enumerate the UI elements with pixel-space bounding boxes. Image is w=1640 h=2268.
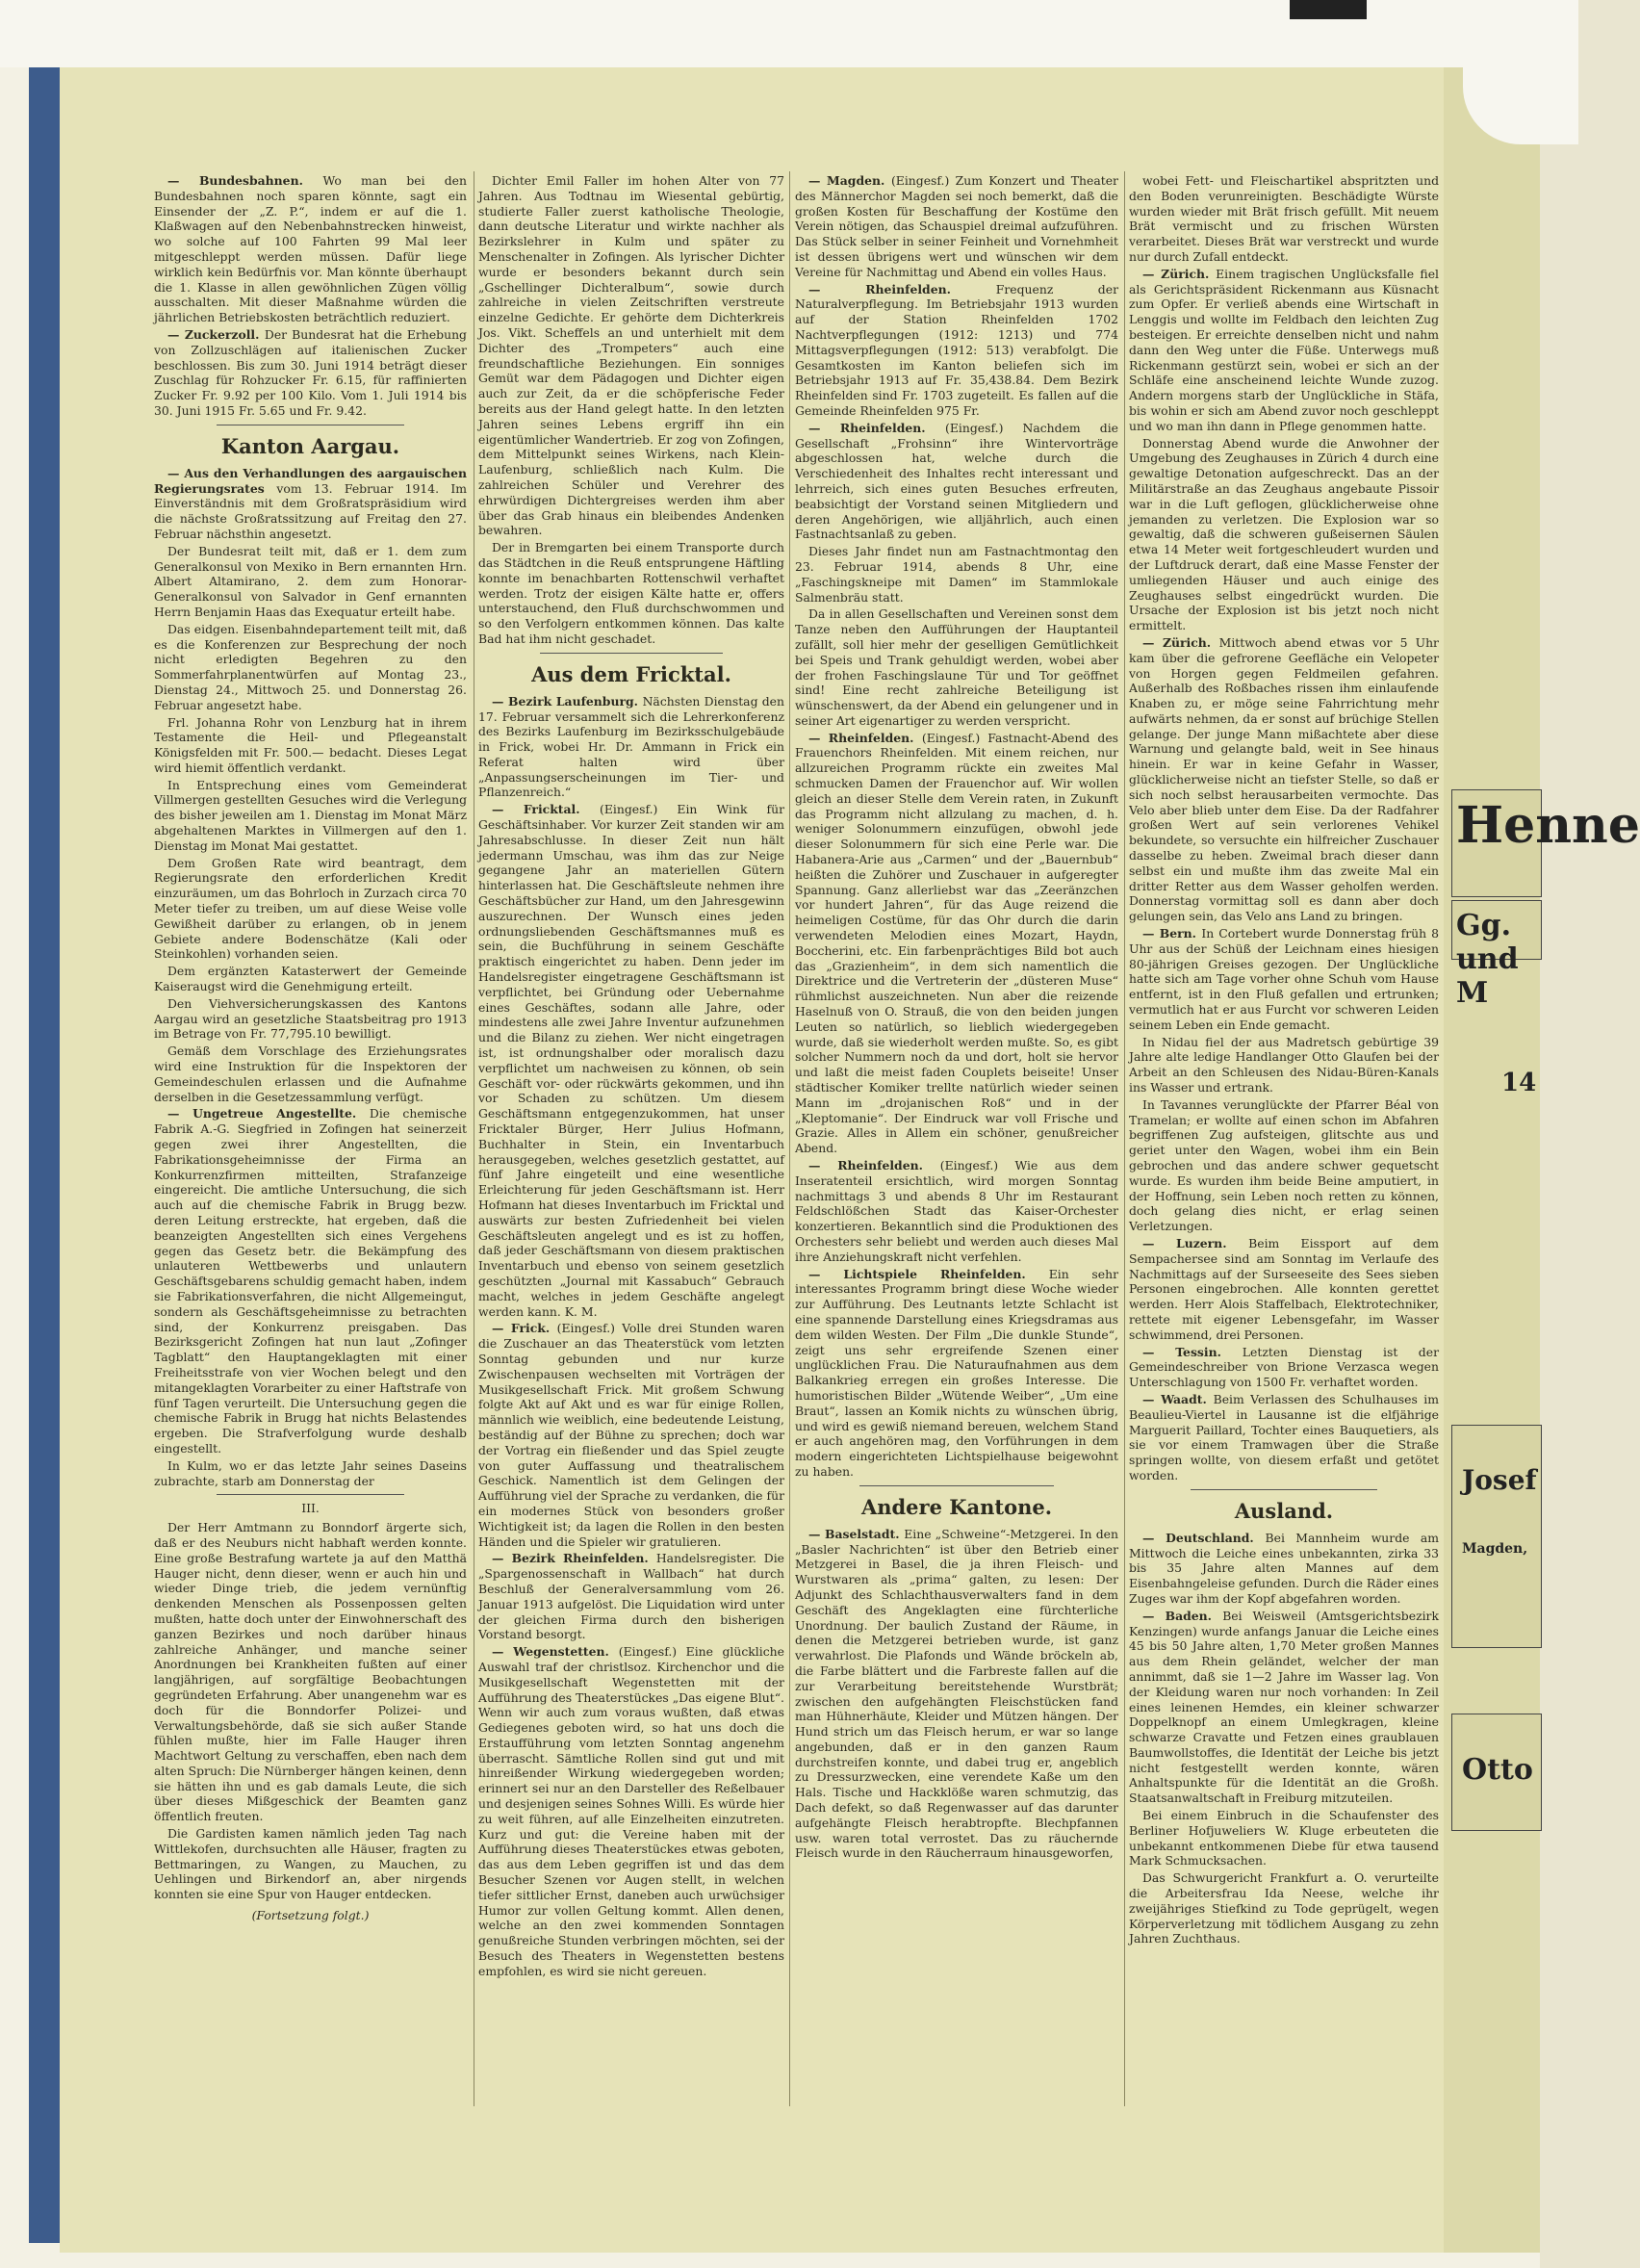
- article-text: Der Herr Amtmann zu Bonndorf ärgerte sich, daß er des Neuburs nicht habhaft werden konnte. Eine große Bestrafung wartete ja auf den Matthä Hauger nicht, denn dieser, wenn er auch hin und wieder Dinge trieb, die jedem vernünftig denkenden Menschen als Possenpossen gelten mußten, hatte doch unter der Einwohnerschaft des ganzen Bezirkes und noch darüber hinaus zahlreiche Anhänger, und manche seiner Anordnungen bei Krankheiten fußten auf einer langjährigen, auf sorgfältige Beobachtungen gegründeten Erfahrung. Aber unangenehm war es doch für die Bonndorfer Polizei- und Verwaltungsbehörde, daß sie sich außer Stande fühlen mußte, hier im Falle Hauger ihren Machtwort Geltung zu verschaffen, eben nach dem alten Spruch: Die Nürnberger hängen keinen, denn sie hätten ihn und es gab damals Leute, die sich über dieses Mißgeschick der Beamten ganz öffentlich freuten.: [154, 1520, 467, 1824]
- article-text: Die Gardisten kamen nämlich jeden Tag nach Wittlekofen, durchsuchten alle Häuser, fragten zu Bettmaringen, zu Wangen, zu Mauchen, zu Uehlingen und Birkendorf an, aber nirgends konnten sie eine Spur von Hauger entdecken.: [154, 1826, 467, 1902]
- article-paragraph: [1129, 635, 1439, 924]
- separator: [1191, 1489, 1376, 1490]
- article-heading: — Zürich.: [1142, 634, 1219, 650]
- article-paragraph: [1129, 436, 1439, 633]
- ad-banner: [1451, 789, 1640, 897]
- article-text: Bei Mannheim wurde am Mittwoch die Leiche eines unbekannten, zirka 33 bis 35 Jahre alten Mannes auf dem Eisenbahngeleise gefunden. Durch die Räder eines Zuges war ihm der Kopf abgefahren worden.: [1129, 1530, 1439, 1606]
- ad-box-2-sub: Magden,: [1462, 1541, 1528, 1557]
- article-heading: — Ungetreue Angestellte.: [167, 1106, 370, 1121]
- separator: [540, 653, 724, 654]
- article-text: (Eingesf.) Eine glückliche Auswahl traf der christlsoz. Kirchenchor und die Musikgesellschaft Wegenstetten mit der Aufführung des Theaterstückes „Das eigene Blut“. Wenn wir auch zum voraus wußten, daß etwas Gediegenes geboten wird, so hat uns doch die Erstaufführung vom letzten Sonntag angenehm überrascht. Sämtliche Rollen sind gut und mit hinreißender Wirkung wiedergegeben worden; erinnert sei nur an den Darsteller des Reßelbauer und desjenigen seines Sohnes Willi. Es würde hier zu weit führen, auf alle Einzelheiten einzutreten. Kurz und gut: die Vereine haben mit der Aufführung dieses Theaterstückes etwas geboten, das aus dem Leben gegriffen ist und das dem Besucher Szenen vor Augen stellt, in welchen tiefer sittlicher Ernst, daneben auch urwüchsiger Humor zur vollen Geltung kommt. Allen denen, welche an den zwei kommenden Sonntagen genußreiche Stunden verbringen möchten, sei der Besuch des Theaters in Wegenstetten bestens empfohlen, es wird sie nicht gereuen.: [478, 1644, 784, 1978]
- article-paragraph: [154, 327, 467, 419]
- column-1: [154, 173, 467, 1923]
- article-paragraph: [795, 421, 1118, 542]
- article-paragraph: [795, 606, 1118, 728]
- article-paragraph: [154, 1044, 467, 1104]
- article-text: Bei Weisweil (Amtsgerichtsbezirk Kenzingen) wurde anfangs Januar die Leiche eines 45 bis 50 Jahre alten, 1,70 Meter großen Mannes aus dem Rhein geländet, welcher der man annimmt, daß sie 1—2 Jahre im Wasser lag. Von der Kleidung waren nur noch vorhanden: In Zeil eines leinenen Hemdes, ein kleiner schwarzer Doppelknopf an einem Umlegkragen, kleine schwarze Cravatte und Fetzen eines graublauen Baumwollstoffes, die Identität der Leiche bis jetzt nicht festgestellt werden konnte, wären Anhaltspunkte für die Identität an die Großh. Staatsanwaltschaft in Freiburg mitzuteilen.: [1129, 1608, 1439, 1806]
- article-paragraph: [478, 694, 784, 801]
- feuilleton-chapter: III.: [301, 1501, 320, 1516]
- article-paragraph: [1129, 1808, 1439, 1869]
- article-paragraph: [154, 544, 467, 620]
- article-paragraph: [478, 1321, 784, 1549]
- article-paragraph: [154, 996, 467, 1042]
- column-4: [1129, 173, 1439, 1948]
- article-heading: — Wegenstetten.: [492, 1644, 619, 1660]
- article-heading: — Zürich.: [1142, 266, 1217, 281]
- ad-box-3-title: Otto: [1462, 1753, 1533, 1787]
- article-paragraph: [795, 544, 1118, 605]
- article-text: Der Bundesrat teilt mit, daß er 1. dem zum Generalkonsul von Mexiko in Bern ernannten Hrn. Albert Altamirano, 2. dem zum Honorar-Generalkonsul von Salvador in Genf ernannten Herrn Benjamin Haas das Exequatur erteilt habe.: [154, 543, 467, 619]
- article-heading: — Aus den Verhandlungen des aargauischen Regierungsrates: [154, 465, 467, 496]
- article-text: Dem Großen Rate wird beantragt, dem Regierungsrate den erforderlichen Kredit einzuräumen, um das Bohrloch in Zurzach circa 70 Meter tiefer zu treiben, um auf diese Weise volle Gewißheit darüber zu erlangen, ob in jenem Gebiete andere Bodenschätze (Kali oder Steinkohlen) vorhanden seien.: [154, 855, 467, 962]
- article-heading: — Magden.: [808, 173, 891, 188]
- section-heading: Kanton Aargau.: [220, 433, 400, 458]
- article-text: Ein sehr interessantes Programm bringt diese Woche wieder zur Aufführung. Des Leutnants letzte Schlacht ist eine spannende Darstellung eines Kriegsdramas aus dem wilden Westen. Der Film „Die dunkle Stunde“, zeigt uns sehr ergreifende Szenen einer unglücklichen Frau. Die Naturaufnahmen aus dem Balkankrieg erregen ein großes Interesse. Die humoristischen Bilder „Wütende Weiber“, „Um eine Braut“, lassen an Komik nichts zu wünschen übrig, und wird es gewiß niemand bereuen, welchem Stand er auch angehören mag, den Vorführungen in dem modern eingerichteten Lichtspielhause beigewohnt zu haben.: [795, 1266, 1118, 1479]
- article-text: Beim Eissport auf dem Sempachersee sind am Sonntag im Verlaufe des Nachmittags auf der Surseeseite des Sees sieben Personen eingebrochen. Alle konnten gerettet werden. Herr Alois Staffelbach, Elektrotechniker, rettete mit eigener Lebensgefahr, im Wasser schwimmend, drei Personen.: [1129, 1235, 1439, 1342]
- article-paragraph: [478, 1551, 784, 1642]
- section-heading: Andere Kantone.: [860, 1494, 1053, 1519]
- article-text: wobei Fett- und Fleischartikel abspritzten und den Boden verunreinigten. Beschädigte Würste wurden wieder mit Brät frisch gefüllt. Mit neuem Brät vermischt und zu frischen Würsten verarbeitet. Dieses Brät war verstreckt und wurde nur durch Zufall entdeckt.: [1129, 173, 1439, 264]
- article-paragraph: [1129, 173, 1439, 265]
- article-paragraph: [1129, 1531, 1439, 1607]
- article-text: vom 13. Februar 1914. Im Einverständnis mit dem Großratspräsidium wird die nächste Großratssitzung auf Freitag den 27. Februar nächsthin angesetzt.: [154, 480, 467, 541]
- article-text: Letzten Dienstag ist der Gemeindeschreiber von Brione Verzasca wegen Unterschlagung von 1500 Fr. verhaftet worden.: [1129, 1344, 1439, 1390]
- article-paragraph: [1129, 926, 1439, 1033]
- section-heading: Aus dem Fricktal.: [531, 661, 731, 686]
- column-divider: [1124, 171, 1125, 2106]
- article-paragraph: [478, 540, 784, 647]
- article-heading: — Baselstadt.: [808, 1526, 905, 1541]
- article-text: Handelsregister. Die „Spargenossenschaft in Wallbach“ hat durch Beschluß der Generalversammlung vom 26. Januar 1913 aufgelöst. Die Liquidation wird unter der gleichen Firma durch den bisherigen Vorstand besorgt.: [478, 1551, 784, 1642]
- article-paragraph: [154, 856, 467, 963]
- article-heading: — Zuckerzoll.: [167, 326, 265, 342]
- article-heading: — Lichtspiele Rheinfelden.: [808, 1266, 1049, 1281]
- article-heading: — Baden.: [1142, 1608, 1223, 1623]
- article-heading: — Rheinfelden.: [808, 1158, 940, 1173]
- article-text: Da in allen Gesellschaften und Vereinen sonst dem Tanze neben den Aufführungen der Hauptanteil zufällt, soll hier mehr der geselligen Gemütlichkeit bei Speis und Trank gehuldigt werden, wobei aber der frohen Faschingslaune Tür und Tor geöffnet sind! Eine recht zahlreiche Beteiligung ist wünschenswert, da der Abend ein gelungener und in seiner Art eigenartiger zu werden verspricht.: [795, 606, 1118, 728]
- article-paragraph: [1129, 267, 1439, 434]
- article-paragraph: [1129, 1345, 1439, 1390]
- article-paragraph: [1129, 1035, 1439, 1095]
- article-heading: — Deutschland.: [1142, 1530, 1266, 1545]
- article-text: Dem ergänzten Katasterwert der Gemeinde Kaiseraugst wird die Genehmigung erteilt.: [154, 964, 467, 994]
- article-paragraph: [1129, 1392, 1439, 1483]
- feuilleton-paragraph: [154, 1520, 467, 1824]
- article-text: Frl. Johanna Rohr von Lenzburg hat in ihrem Testamente die Heil- und Pflegeanstalt Königsfelden mit Fr. 500.— bedacht. Dieses Legat wird hiemit öffentlich verdankt.: [154, 714, 467, 775]
- article-text: Der in Bremgarten bei einem Transporte durch das Städtchen in die Reuß entsprungene Häftling konnte im benachbarten Rottenschwil verhaftet werden. Trotz der eisigen Kälte hatte er, offers unterstauchend, den Fluß durchschwommen und so den Verfolgern entkommen können. Das kalte Bad hat ihm nicht geschadet.: [478, 540, 784, 646]
- column-divider: [789, 171, 790, 2106]
- article-text: Mittwoch abend etwas vor 5 Uhr kam über die gefrorene Geefläche ein Velopeter von Horgen gegen Feldmeilen gefahren. Außerhalb des Roßbaches rissen ihm einlaufende Knaben zu, er möge seine Fahrrichtung mehr aufwärts nehmen, da er sonst auf brüchige Stellen gelange. Der junge Mann mißachtete aber diese Warnung und gelangte bald, weit in See hinaus hinein. Er war in keine Gefahr in Wasser, glücklicherweise nicht an tiefster Stelle, so daß er sich noch selbst herausarbeiten vermochte. Das Velo aber blieb unter dem Eise. Da der Radfahrer großen Wert auf sein verlorenes Vehikel bekundete, so versuchte ein hilfreicher Zuschauer dasselbe zu heben. Zweimal brach dieser dann selbst ein und mußte ihm das zweite Mal ein dritter Retter aus dem Wasser geholfen werden. Donnerstag vormittag soll es dann aber doch gelungen sein, das Velo ans Land zu bringen.: [1129, 634, 1439, 924]
- article-text: (Eingesf.) Volle drei Stunden waren die Zuschauer an das Theaterstück vom letzten Sonntag gebunden und nur kurze Zwischenpausen wechselten mit Vorträgen der Musikgesellschaft Frick. Mit großem Schwung folgte Akt auf Akt und es war für einige Rollen, männlich wie weiblich, eine bedeutende Leistung, beständig auf der Bühne zu sprechen; doch war der Vortrag ein fließender und das Spiel zeugte von guter Auffassung und theatralischem Geschick. Namentlich ist dem Gelingen der Aufführung viel der Sprache zu verdanken, die für ein modernes Stück von besonders großer Wichtigkeit ist; da lagen die Rollen in den besten Händen und die Spieler wir gratulieren.: [478, 1321, 784, 1549]
- article-heading: — Luzern.: [1142, 1235, 1249, 1250]
- article-heading: — Bundesbahnen.: [167, 173, 323, 188]
- article-text: (Eingesf.) Fastnacht-Abend des Frauenchors Rheinfelden. Mit einem reichen, nur allzureichen Programm rückte ein zweites Mal schmucken Damen der Frauenchor auf. Wir wollen gleich an dieser Stelle dem Verein raten, in Zukunft das Programm nicht allzulang zu machen, d. h. weniger Solonummern einzufügen, obwohl jede dieser Solonummern für sich eine Perle war. Die Habanera-Arie aus „Carmen“ und der „Bauernbub“ heißten die Zuhörer und Zuschauer in aufgeregter Spannung. Ganz allerliebst war das „Zeeränzchen vor hundert Jahren“, für das Auge reizend die heimeligen Costüme, für das Ohr durch die darin verwendeten Melodien eines Mozart, Haydn, Boccherini, etc. Ein farbenprächtiges Bild bot auch das „Grazienheim“, in dem sich namentlich die Direktrice und die Vertreterin der „düsteren Muse“ rühmlichst auszeichneten. Nun aber die reizende Haselnuß von O. Strauß, die von den beiden jungen Leuten so natürlich, so lieblich wiedergegeben wurde, daß sie wiederholt werden mußte. So, es gibt solcher Nummern noch da und dort, holt sie hervor und laßt die meist faden Couplets beiseite! Unser städtischer Komiker trellte natürlich wieder seinen Mann im „drojanischen Roß“ und in der „Kleptomanie“. Der Eindruck war voll Frische und Grazie. Alles in Allem ein schöner, genußreicher Abend.: [795, 730, 1119, 1156]
- article-text: In Tavannes verunglückte der Pfarrer Béal von Tramelan; er wollte auf einen schon im Abfahren begriffenen Zug aufsteigen, glitschte aus und geriet unter den Wagen, wobei ihm ein Bein gebrochen und das andere schwer gequetscht wurde. Es wurden ihm beide Beine amputiert, in der Hoffnung, sein Leben noch retten zu können, doch gelang dies nicht, er erlag seinen Verletzungen.: [1129, 1096, 1439, 1234]
- article-text: Donnerstag Abend wurde die Anwohner der Umgebung des Zeughauses in Zürich 4 durch eine gewaltige Detonation aufgeschreckt. Das an der Militärstraße an das Zeughaus angebaute Pissoir war in die Luft geflogen, glücklicherweise ohne jemanden zu verletzen. Die Explosion war so gewaltig, daß die schweren gußeisernen Säulen etwa 14 Meter weit fortgeschleudert wurden und der Luftdruck derart, daß eine Masse Fenster der umliegenden Häuser und auch einige des Zeughauses selbst eingedrückt wurden. Die Ursache der Explosion ist bis jetzt noch nicht ermittelt.: [1129, 435, 1439, 633]
- section-heading: Ausland.: [1234, 1498, 1334, 1523]
- article-paragraph: [795, 1527, 1118, 1862]
- article-paragraph: [795, 1158, 1118, 1265]
- article-heading: — Rheinfelden.: [808, 420, 946, 435]
- article-text: Der Bundesrat hat die Erhebung von Zollzuschlägen auf italienischen Zucker beschlossen. Bis zum 30. Juni 1914 beträgt dieser Zuschlag für Rohzucker Fr. 6.15, für raffinierten Zucker Fr. 9.92 per 100 Kilo. Vom 1. Juli 1914 bis 30. Juni 1915 Fr. 5.65 und Fr. 9.42.: [154, 326, 467, 418]
- article-heading: — Waadt.: [1142, 1391, 1214, 1406]
- scan-corner: [1463, 0, 1578, 144]
- article-heading: — Rheinfelden.: [808, 730, 922, 745]
- article-paragraph: [1129, 1870, 1439, 1946]
- binding-spine: [29, 67, 60, 2243]
- article-paragraph: [154, 715, 467, 776]
- article-text: Die chemische Fabrik A.-G. Siegfried in Zofingen hat seinerzeit gegen zwei ihrer Angestellten, die Fabrikationsgeheimnisse der Firma an Konkurrenzfirmen mitteilten, Strafanzeige eingereicht. Die amtliche Untersuchung, die sich auch auf die chemische Fabrik in Brugg bezw. deren Leitung erstreckte, hat ergeben, daß die beanzeigten Angestellten sich eines Vergehens gegen das Gesetz betr. die Bekämpfung des unlauteren Wettbewerbs und unlautern Geschäftsgebarens schuldig gemacht haben, indem sie Fabrikationsverfahren, die nicht Allgemeingut, sondern als Geschäftsgeheimnisse zu betrachten sind, der Konkurrenz preisgaben. Das Bezirksgericht Zofingen hat nun laut „Zofinger Tagblatt“ den Hauptangeklagten mit einer Freiheitsstrafe von vier Wochen belegt und den mitangeklagten Vorarbeiter zu einer Haftstrafe von fünf Tagen verurteilt. Die Untersuchung gegen die chemische Fabrik in Brugg hat nichts Belastendes ergeben. Die Strafverfolgung wurde deshalb eingestellt.: [154, 1106, 467, 1456]
- article-paragraph: [154, 173, 467, 325]
- article-heading: — Bezirk Rheinfelden.: [492, 1551, 656, 1566]
- article-text: Einem tragischen Unglücksfalle fiel als Gerichtspräsident Rickenmann aus Küsnacht zum Opfer. Er verließ abends eine Wirtschaft in Lenggis und wollte im Feldbach den leichten Zug besteigen. Er erreichte denselben nicht und nahm dann den Weg unter die Füße. Unterwegs muß Rickenmann gestürzt sein, wobei er sich an der Schläfe eine anscheinend leichte Wunde zuzog. Andern morgens starb der Unglückliche in Stäfa, bis wohin er sich am Abend zuvor noch geschleppt und wo man ihn dann in Pflege genommen hatte.: [1129, 266, 1439, 433]
- article-text: Dieses Jahr findet nun am Fastnachtmontag den 23. Februar 1914, abends 8 Uhr, eine „Faschingskneipe mit Damen“ im Stammlokale Salmenbräu statt.: [795, 544, 1118, 605]
- article-paragraph: [154, 1106, 467, 1456]
- article-heading: — Tessin.: [1142, 1344, 1243, 1359]
- article-paragraph: [154, 964, 467, 994]
- article-paragraph: [795, 173, 1118, 280]
- article-paragraph: [154, 622, 467, 713]
- adjacent-page: [1444, 67, 1540, 2253]
- article-paragraph: [795, 282, 1118, 419]
- article-text: Gemäß dem Vorschlage des Erziehungsrates wird eine Instruktion für die Inspektoren der Gemeindeschulen erlassen und die Aufnahme derselben in die Gesetzessammlung verfügt.: [154, 1044, 467, 1104]
- article-text: Bei einem Einbruch in die Schaufenster des Berliner Hofjuweliers W. Kluge erbeuteten die unbekannt entkommenen Diebe für etwa tausend Mark Schmucksachen.: [1129, 1808, 1439, 1869]
- article-text: Eine „Schweine“-Metzgerei. In den „Basler Nachrichten“ ist über den Betrieb einer Metzgerei in Basel, die ja ihren Fleisch- und Wurstwaren als „prima“ galten, zu lesen: Der Adjunkt des Schlachthausverwalters fand in dem Geschäft des Angeklagten eine fürchterliche Unordnung. Der baulich Zustand der Räume, in denen die Metzgerei betrieben wurde, ist ganz verwahrlost. Die Plafonds und Wände bröckeln ab, die Farbe blättert und die Farbreste fallen auf die zur Verarbeitung bereitstehende Wurstbrät; zwischen den aufgehängten Fleischstücken fand man Hühnerhäute, Kleider und Mützen hängen. Der Hund strich um das Fleisch herum, er war so lange angebunden, daß er in den ganzen Raum durchstreifen konnte, und dabei trug er, angeblich zu Dressurzwecken, eine verendete Kaße um den Hals. Tische und Hackklöße waren schmutzig, das Dach defekt, so daß Regenwasser auf das darunter aufgehängte Fleisch herabtropfte. Blechpfannen usw. waren total verrostet. Das zu räuchernde Fleisch wurde in den Räucherraum hinausgeworfen,: [795, 1526, 1118, 1861]
- article-text: In Nidau fiel der aus Madretsch gebürtige 39 Jahre alte ledige Handlanger Otto Glaufen bei der Arbeit an den Schleusen des Nidau-Büren-Kanals ins Wasser und ertrank.: [1129, 1034, 1439, 1095]
- column-3: [795, 173, 1118, 1863]
- ad-banner-sub-text: Gg. und M: [1456, 909, 1519, 1010]
- clip: [1290, 0, 1367, 19]
- separator: [859, 1485, 1054, 1486]
- article-text: In Entsprechung eines vom Gemeinderat Villmergen gestellten Gesuches wird die Verlegung des bisher jeweilen am 1. Dienstag im Monat März abgehaltenen Marktes in Villmergen auf den 1. Dienstag im Monat Mai gestattet.: [154, 777, 467, 853]
- ad-banner-sub: [1451, 900, 1542, 1010]
- ad-banner-title: Henne: [1456, 796, 1640, 855]
- article-text: Dichter Emil Faller im hohen Alter von 77 Jahren. Aus Todtnau im Wiesental gebürtig, studierte Faller zuerst katholische Theologie, dann deutsche Literatur und wirkte nachher als Bezirkslehrer in Kulm und später zu Menschenalter in Zofingen. Als lyrischer Dichter wurde er besonders bekannt durch sein „Gschellinger Dichteralbum“, sowie durch zahlreiche in vielen Zeitschriften verstreute einzelne Gedichte. Er gehörte dem Dichterkreis Jos. Vikt. Scheffels an und unterhielt mit dem Dichter des „Trompeters“ auch eine freundschaftliche Beziehungen. Ein sonniges Gemüt war dem Pädagogen und Dichter eigen auch zur Zeit, da er die schöpferische Feder bereits aus der Hand gelegt hatte. In den letzten Jahren seines Lebens ergriff ihn ein eigentümlicher Wandertrieb. Er zog von Zofingen, dem Mittelpunkt seines Wirkens, nach Klein-Laufenburg, schließlich nach Kulm. Die zahlreichen Schüler und Verehrer des ehrwürdigen Dichtergreises werden ihm aber über das Grab hinaus ein bleibendes Andenken bewahren.: [478, 173, 784, 538]
- article-paragraph: [154, 1458, 467, 1489]
- article-text: (Eingesf.) Wie aus dem Inseratenteil ersichtlich, wird morgen Sonntag nachmittags 3 und abends 8 Uhr im Restaurant Feldschlößchen Stadt das Kaiser-Orchester konzertieren. Bekanntlich sind die Produktionen des Orchesters sehr beliebt und werden auch dieses Mal ihre Anziehungskraft nicht verfehlen.: [795, 1158, 1118, 1264]
- article-paragraph: [478, 802, 784, 1319]
- article-heading: — Fricktal.: [492, 802, 600, 817]
- column-2: [478, 173, 784, 1981]
- article-paragraph: [154, 778, 467, 854]
- article-text: Nächsten Dienstag den 17. Februar versammelt sich die Lehrerkonferenz des Bezirks Laufenburg im Bezirksschulgebäude in Frick, wobei Hr. Dr. Ammann in Frick ein Referat halten wird über „Anpassungserscheinungen im Tier- und Pflanzenreich.“: [478, 693, 784, 800]
- ad-box-3: [1451, 1714, 1542, 1831]
- ad-number: 14: [1501, 1069, 1537, 1097]
- article-text: In Cortebert wurde Donnerstag früh 8 Uhr aus der Schüß der Leichnam eines hiesigen 80-jährigen Greises gezogen. Der Unglückliche hatte sich am Tage vorher ohne Schuh vom Hause entfernt, ist in den Fluß gefallen und ertrunken; vermutlich hat er aus Furcht vor schweren Leiden seinem Leben ein Ende gemacht.: [1129, 926, 1439, 1032]
- ad-box-2: [1451, 1425, 1542, 1648]
- article-paragraph: [795, 731, 1118, 1156]
- article-text: Frequenz der Naturalverpflegung. Im Betriebsjahr 1913 wurden auf der Station Rheinfelden 1702 Nachtverpflegungen (1912: 1213) und 774 Mittagsverpflegungen (1912: 513) verabfolgt. Die Gesamtkosten im Kanton beliefen sich im Betriebsjahr 1913 auf Fr. 35,438.84. Dem Bezirk Rheinfelden sind Fr. 1703 zugeteilt. Es fallen auf die Gemeinde Rheinfelden 975 Fr.: [795, 281, 1118, 418]
- article-text: (Eingesf.) Zum Konzert und Theater des Männerchor Magden sei noch bemerkt, daß die großen Kosten für Beschaffung der Kostüme den Verein nötigen, das Schauspiel dreimal aufzuführen. Das Stück selber in seiner Feinheit und Vornehmheit ist dessen übrigens wert und wünschen wir dem Vereine für Nachmittag und Abend ein volles Haus.: [795, 173, 1118, 279]
- article-heading: — Bern.: [1142, 926, 1202, 941]
- article-text: Wo man bei den Bundesbahnen noch sparen könnte, sagt ein Einsender der „Z. P.“, indem er auf die 1. Klaßwagen auf den Nebenbahnstrecken hinweist, wo solche auf 100 Fahrten 99 Mal leer mitgeschleppt werden müssen. Dafür liege wirklich kein Bedürfnis vor. Man könnte überhaupt die 1. Klasse in allen gewöhnlichen Zügen völlig ausschalten. Mit dieser Maßnahme würden die jährlichen Betriebskosten beträchtlich reduziert.: [154, 173, 467, 325]
- article-text: (Eingesf.) Ein Wink für Geschäftsinhaber. Vor kurzer Zeit standen wir am Jahresabschlusse. In dieser Zeit nun hält jedermann Umschau, was ihm das zur Neige gegangene Jahr an materiellen Gütern hinterlassen hat. Die Geschäftsleute nehmen ihre Geschäftsbücher zur Hand, um den Jahresgewinn auszurechnen. Der Wunsch eines jeden ordnungsliebenden Geschäftsmannes muß es sein, die Buchführung in seinem Geschäfte praktisch eingerichtet zu haben. Denn jeder im Handelsregister eingetragene Geschäftsmann ist verpflichtet, bei Gründung oder Uebernahme eines Geschäftes, sodann alle Jahre, oder mindestens alle zwei Jahre Inventur aufzunehmen und die Bilanz zu ziehen. Wer nicht eingetragen ist, ist ordnungshalber oder moralisch dazu verpflichtet um nachweisen zu können, ob sein Geschäft vor- oder rückwärts gekommen, und ihn vor Schaden zu schützen. Um diesem Geschäftsmann entgegenzukommen, hat unser Fricktaler Bürger, Herr Julius Hofmann, Buchhalter in Stein, ein Inventarbuch herausgegeben, welches gesetzlich gestattet, auf fünf Jahre eingeteilt und eine wesentliche Erleichterung für jeden Geschäftsmann ist. Herr Hofmann hat dieses Inventarbuch im Fricktal und auswärts zur besten Zufriedenheit bei vielen Geschäftsleuten angelegt und es ist zu hoffen, daß jeder Geschäftsmann von diesem praktischen Inventarbuch und ebenso von seinem gesetzlich geschützten „Journal mit Kassabuch“ Gebrauch macht, welches in jedem Geschäfte angelegt werden kann. K. M.: [478, 802, 785, 1319]
- article-paragraph: [1129, 1236, 1439, 1343]
- article-paragraph: [154, 466, 467, 542]
- article-heading: — Frick.: [492, 1321, 557, 1336]
- article-text: Das eidgen. Eisenbahndepartement teilt mit, daß es die Konferenzen zur Besprechung der noch nicht erledigten Begehren zu den Sommerfahrplanentwürfen auf Montag 23., Dienstag 24., Mittwoch 25. und Donnerstag 26. Februar angesetzt habe.: [154, 621, 467, 712]
- article-paragraph: [478, 173, 784, 538]
- article-text: (Eingesf.) Nachdem die Gesellschaft „Frohsinn“ ihre Wintervorträge abgeschlossen hat, welche durch die Verschiedenheit des Inhaltes recht interessant und lehrreich, sich eines guten Besuches erfreuten, beabsichtigt der Vorstand seinen Mitgliedern und deren Angehörigen, wie alljährlich, auch einen Fastnachtsanlaß zu geben.: [795, 420, 1118, 542]
- article-text: Den Viehversicherungskassen des Kantons Aargau wird an gesetzliche Staatsbeitrag pro 1913 im Betrage von Fr. 77,795.10 bewilligt.: [154, 995, 467, 1042]
- article-paragraph: [1129, 1097, 1439, 1234]
- feuilleton-paragraph: [154, 1826, 467, 1902]
- separator: [217, 1494, 404, 1495]
- article-text: In Kulm, wo er das letzte Jahr seines Daseins zubrachte, starb am Donnerstag der: [154, 1457, 467, 1488]
- ad-box-2-title: Josef: [1462, 1464, 1537, 1496]
- article-text: Das Schwurgericht Frankfurt a. O. verurteilte die Arbeitersfrau Ida Neese, welche ihr zweijähriges Stiefkind zu Tode geprügelt, wegen Körperverletzung mit tödlichem Ausgang zu zehn Jahren Zuchthaus.: [1129, 1870, 1439, 1946]
- article-heading: — Rheinfelden.: [808, 281, 996, 296]
- article-paragraph: [478, 1644, 784, 1979]
- article-paragraph: [1129, 1609, 1439, 1806]
- article-paragraph: [795, 1267, 1118, 1480]
- continuation-note: (Fortsetzung folgt.): [251, 1908, 370, 1923]
- article-heading: — Bezirk Laufenburg.: [492, 693, 643, 709]
- article-text: Beim Verlassen des Schulhauses im Beaulieu-Viertel in Lausanne ist die elfjährige Marguerit Paillard, Tochter eines Bauquetiers, als sie vor einem Tramwagen über die Straße springen wollte, von diesem erfaßt und getötet worden.: [1129, 1391, 1439, 1482]
